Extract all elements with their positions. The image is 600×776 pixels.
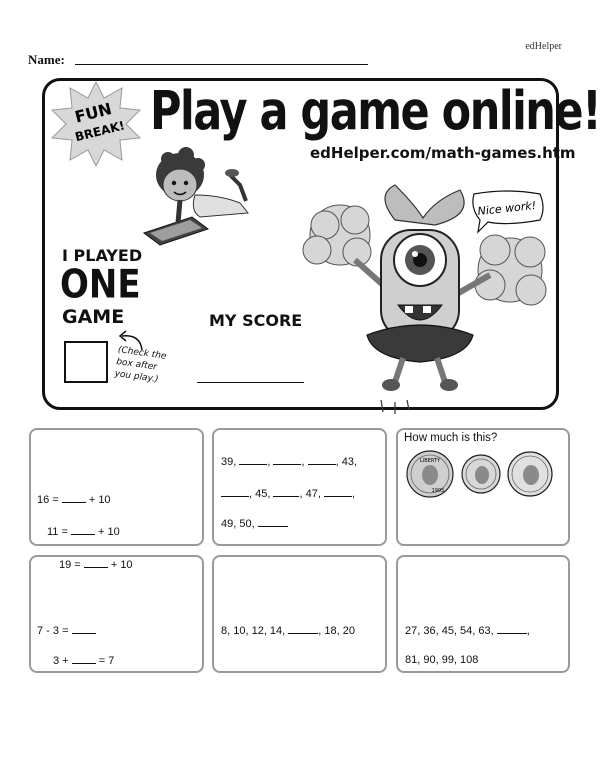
seq-text: 27, 36, 45, 54, 63,	[405, 625, 494, 637]
speech-text: Nice work!	[477, 198, 537, 219]
sequence-line-2: 81, 90, 99, 108	[405, 654, 479, 666]
seq-text: , 18, 20	[318, 625, 355, 637]
answer-blank[interactable]	[72, 624, 96, 634]
answer-blank[interactable]	[324, 487, 352, 497]
seq-text: ,	[351, 488, 356, 500]
equation-2-left: 11 =	[47, 526, 71, 538]
problem-card-2	[212, 428, 387, 546]
answer-blank[interactable]	[221, 487, 249, 497]
seq-text: ,	[267, 456, 271, 468]
equation-3-right: + 10	[107, 559, 133, 571]
seq-text: 39,	[221, 456, 237, 468]
seq-text: , 43,	[335, 456, 358, 468]
equation-2	[47, 525, 120, 538]
coin-question: How much is this?	[404, 432, 498, 444]
equation-4	[37, 624, 96, 637]
seq-text: ,	[526, 625, 530, 637]
sequence-line-1	[221, 455, 357, 468]
played-label-line-3: GAME	[62, 306, 125, 328]
equation-3-left: 19 =	[59, 559, 84, 571]
answer-blank[interactable]	[84, 558, 108, 568]
sequence-line	[221, 624, 355, 637]
seq-text: 47,	[305, 488, 321, 500]
equation-1-left: 16 =	[37, 494, 62, 506]
problem-card-4	[29, 555, 204, 673]
equation-3	[59, 558, 133, 571]
seq-text: ,	[301, 456, 305, 468]
cheerleader-monster-illustration	[295, 190, 550, 420]
score-input-line[interactable]	[197, 382, 304, 383]
seq-text: 49, 50,	[221, 518, 255, 530]
answer-blank[interactable]	[72, 654, 96, 664]
answer-blank[interactable]	[308, 455, 336, 465]
equation-4-left: 7 - 3 =	[37, 625, 72, 637]
sequence-line-1	[405, 624, 530, 637]
quarter-icon	[508, 452, 552, 496]
seq-text: ,	[299, 488, 303, 500]
seq-text: 8, 10, 12, 14,	[221, 625, 286, 637]
nickel-icon	[462, 455, 500, 493]
name-label: Name:	[28, 52, 65, 67]
problem-card-1	[29, 428, 204, 546]
answer-blank[interactable]	[497, 624, 527, 634]
name-input-line[interactable]	[75, 64, 368, 65]
equation-1	[37, 493, 111, 506]
seq-text: ,	[249, 488, 253, 500]
brand-label: edHelper	[525, 41, 562, 52]
equation-2-right: + 10	[94, 526, 120, 538]
equation-5	[53, 654, 114, 667]
answer-blank[interactable]	[273, 487, 299, 497]
penny-year: 1995	[431, 488, 445, 494]
equation-1-right: + 10	[85, 494, 111, 506]
problem-card-6	[396, 555, 570, 673]
penny-text: LIBERTY	[419, 458, 441, 464]
games-url-link[interactable]: edHelper.com/math-games.htm	[310, 144, 576, 162]
answer-blank[interactable]	[273, 455, 301, 465]
answer-blank[interactable]	[288, 624, 318, 634]
checkbox-hint: (Check the box after you play.)	[113, 345, 168, 385]
answer-blank[interactable]	[258, 517, 288, 527]
seq-text: 45,	[255, 488, 271, 500]
badge-line-2: BREAK!	[73, 118, 127, 145]
sequence-line-2	[221, 487, 355, 500]
problem-card-3	[396, 428, 570, 546]
fun-break-badge	[50, 80, 142, 166]
equation-5-left: 3 +	[53, 655, 72, 667]
played-label-line-1: I PLAYED	[62, 246, 143, 265]
answer-blank[interactable]	[62, 493, 86, 503]
answer-blank[interactable]	[239, 455, 267, 465]
problem-card-5	[212, 555, 387, 673]
coins-illustration	[406, 448, 556, 500]
played-label-line-2: ONE	[60, 262, 141, 308]
equation-5-right: = 7	[95, 655, 115, 667]
score-label: MY SCORE	[209, 311, 303, 330]
kid-with-tablet-illustration	[140, 145, 260, 250]
headline: Play a game online!	[150, 80, 600, 143]
played-checkbox[interactable]	[64, 341, 108, 383]
sequence-line-3	[221, 517, 288, 530]
badge-line-1: FUN	[72, 99, 114, 127]
answer-blank[interactable]	[71, 525, 95, 535]
penny-icon	[407, 451, 453, 497]
